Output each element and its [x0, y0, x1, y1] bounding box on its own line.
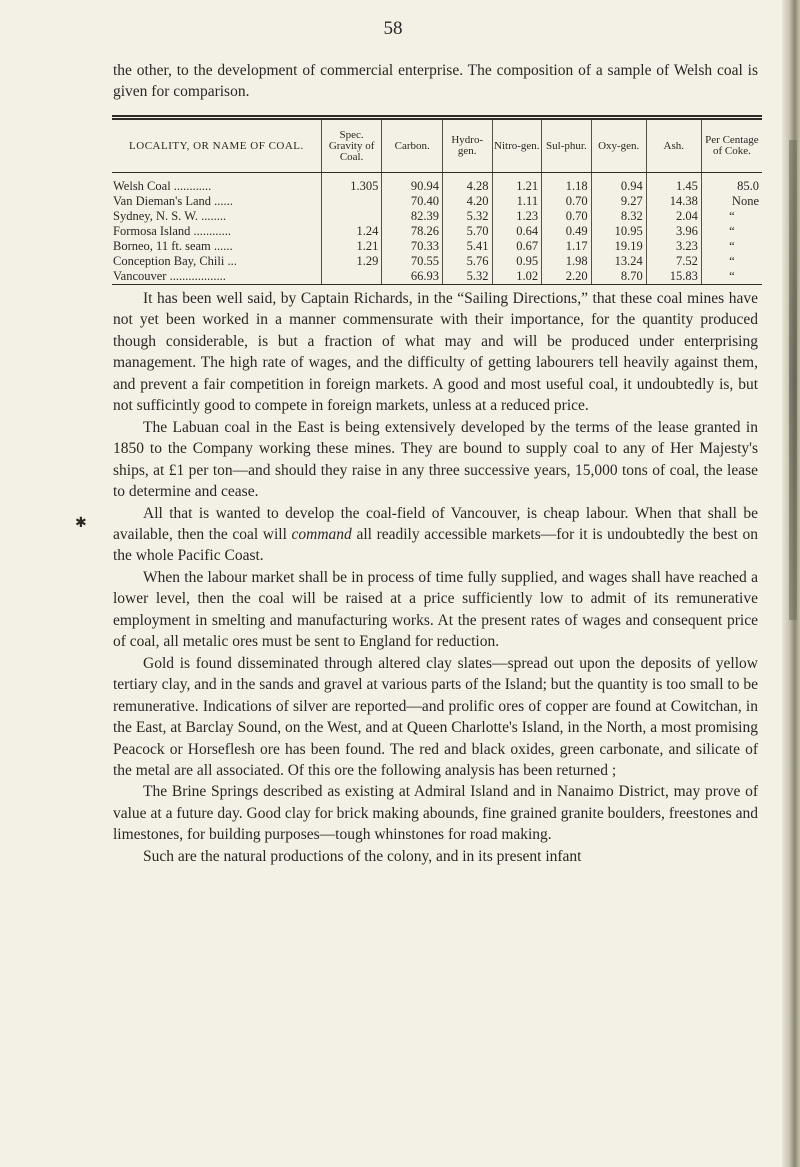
table-cell-value: 1.02: [492, 269, 542, 284]
table-cell-value: 7.52: [646, 254, 701, 269]
table-row: [112, 269, 762, 284]
table-cell-value: 0.70: [542, 209, 592, 224]
table-cell-value: 2.20: [542, 269, 592, 284]
table-cell-value: 19.19: [591, 239, 646, 254]
table-row: [112, 173, 762, 195]
table-cell-value: 5.76: [442, 254, 492, 269]
paragraph-productions: Such are the natural productions of the colony, and in its present infant: [143, 847, 582, 865]
paragraph-brine-springs: The Brine Springs described as existing at Admiral Island and in Nanaimo District, may prove of value at a future day. Good clay for brick making abounds, fine grained granite boulders, freestones and limestones, for building purposes—tough whinstones for road making.: [113, 783, 758, 844]
table-cell-value: 1.21: [321, 239, 382, 254]
page-edge-shadow: [789, 140, 797, 620]
table-cell-locality: Welsh Coal ............: [113, 179, 212, 193]
table-row: [112, 209, 762, 224]
column-header-sulphur: Sul-phur.: [542, 120, 592, 173]
table-cell-value: 0.95: [492, 254, 542, 269]
column-header-locality: LOCALITY, OR NAME OF COAL.: [112, 120, 321, 173]
table-cell-value: 1.21: [492, 173, 542, 195]
table-cell-value: 66.93: [382, 269, 443, 284]
column-header-oxygen: Oxy-gen.: [591, 120, 646, 173]
intro-text: the other, to the development of commercial enterprise. The composition of a sample of Welsh coal is given for comparison.: [113, 62, 758, 100]
column-header-carbon: Carbon.: [382, 120, 443, 173]
table-cell-locality: Van Dieman's Land ......: [113, 194, 233, 208]
table-cell-value: 1.29: [321, 254, 382, 269]
table-cell-value: 15.83: [646, 269, 701, 284]
coal-composition-table: [112, 115, 762, 285]
table-cell-value: 1.305: [321, 173, 382, 195]
table-row: [112, 224, 762, 239]
table-cell-value: 3.23: [646, 239, 701, 254]
table-cell-value: 0.94: [591, 173, 646, 195]
table-cell-value: 0.49: [542, 224, 592, 239]
paragraph-vancouver-labour: [113, 503, 758, 567]
table-cell-value: None: [701, 194, 762, 209]
emphasis-text: command: [291, 525, 352, 543]
table-cell-locality: Conception Bay, Chili ...: [113, 254, 237, 268]
table-row: [112, 239, 762, 254]
column-header-hydrogen: Hydro-gen.: [442, 120, 492, 173]
table-cell-locality: Vancouver ..................: [113, 269, 226, 283]
table-cell-value: 78.26: [382, 224, 443, 239]
table-cell-value: 1.98: [542, 254, 592, 269]
table-cell-value: 0.70: [542, 194, 592, 209]
table-cell-value: 70.33: [382, 239, 443, 254]
table-cell-value: 3.96: [646, 224, 701, 239]
table-cell-value: 1.23: [492, 209, 542, 224]
paragraph-text: all readily accessible markets—for it is undoubtedly the best on the whole Pacific Coast.: [113, 525, 758, 565]
table-cell-value: 8.32: [591, 209, 646, 224]
margin-mark: ✱: [75, 516, 87, 531]
table-cell-value: 5.32: [442, 209, 492, 224]
table-cell-value: 82.39: [382, 209, 443, 224]
table-cell-value: “: [701, 224, 762, 239]
table-cell-value: 4.20: [442, 194, 492, 209]
column-header-ash: Ash.: [646, 120, 701, 173]
table-cell-value: 5.70: [442, 224, 492, 239]
table-cell-value: 1.18: [542, 173, 592, 195]
table-cell-value: 1.17: [542, 239, 592, 254]
body-text: [113, 288, 758, 867]
column-header-coke: Per Centage of Coke.: [701, 120, 762, 173]
table-cell-value: 90.94: [382, 173, 443, 195]
table-cell-locality: Formosa Island ............: [113, 224, 232, 238]
table-cell-value: 70.40: [382, 194, 443, 209]
paragraph-minerals: Gold is found disseminated through altered clay slates—spread out upon the deposits of yellow tertiary clay, and in the sands and gravel at various parts of the Island; but the quantity is too small to be remunerative. Indications of silver are reported—and prolific ores of copper are found at Cowitchan, in the East, at Barclay Sound, on the West, and at Queen Charlotte's Island, in the North, a most promising Peacock or Horseflesh ore has been found. The red and black oxides, green carbonate, and silicate of the metal are all associated. Of this ore the following analysis has been returned ;: [113, 654, 758, 779]
table-cell-value: 13.24: [591, 254, 646, 269]
table-cell-value: 1.11: [492, 194, 542, 209]
paragraph-text: All that is wanted to develop the coal-field of Vancouver, is cheap labour. When that shall be available, then the coal will: [113, 504, 758, 543]
table-cell-value: 1.24: [321, 224, 382, 239]
table-cell-value: 10.95: [591, 224, 646, 239]
table-cell-value: 70.55: [382, 254, 443, 269]
table-cell-value: “: [701, 254, 762, 269]
table-cell-value: 85.0: [701, 173, 762, 195]
table-cell-value: 1.45: [646, 173, 701, 195]
paragraph-richards: It has been well said, by Captain Richards, in the “Sailing Directions,” that these coal mines have not yet been worked in a manner commensurate with their importance, for the quantity produced though considerable, is but a fraction of what may and will be produced under enterprising management. The high rate of wages, and the difficulty of getting labourers tell heavily against them, and prevent a fair competition in foreign markets. A good and most useful coal, it undoubtedly is, but not sufficintly good to compete in foreign markets, unless at a reduced price.: [113, 290, 758, 415]
table-cell-value: 0.67: [492, 239, 542, 254]
table-cell-value: [321, 269, 382, 284]
table-cell-value: 2.04: [646, 209, 701, 224]
table-cell-value: [321, 194, 382, 209]
table-cell-locality: Borneo, 11 ft. seam ......: [113, 239, 233, 253]
table-cell-value: “: [701, 239, 762, 254]
table-cell-value: “: [701, 269, 762, 284]
intro-paragraph: [113, 60, 758, 102]
table-cell-value: “: [701, 209, 762, 224]
column-header-gravity: Spec. Gravity of Coal.: [321, 120, 382, 173]
table-header-row: [112, 120, 762, 173]
table-cell-value: [321, 209, 382, 224]
table-cell-value: 5.41: [442, 239, 492, 254]
table-cell-value: 14.38: [646, 194, 701, 209]
paragraph-labuan: The Labuan coal in the East is being extensively developed by the terms of the lease granted in 1850 to the Company working these mines. They are bound to supply coal to any of Her Majesty's ships, at £1 per ton—and should they raise in any three successive years, 15,000 tons of coal, the lease to determine and cease.: [113, 418, 758, 501]
table-cell-value: 0.64: [492, 224, 542, 239]
table-cell-value: 5.32: [442, 269, 492, 284]
table-row: [112, 254, 762, 269]
table-bottom-rule: [112, 284, 762, 285]
table-cell-value: 4.28: [442, 173, 492, 195]
page-number: 58: [383, 18, 403, 39]
table-cell-value: 9.27: [591, 194, 646, 209]
column-header-nitrogen: Nitro-gen.: [492, 120, 542, 173]
paragraph-labour-market: When the labour market shall be in process of time fully supplied, and wages shall have reached a lower level, then the coal will be raised at a price sufficiently low to admit of its remunerative employment in smelting and manufacturing works. At the present rates of wages and consequent price of coal, all metalic ores must be sent to England for reduction.: [113, 568, 758, 651]
table-cell-locality: Sydney, N. S. W. ........: [113, 209, 227, 223]
table-cell-value: 8.70: [591, 269, 646, 284]
table-row: [112, 194, 762, 209]
